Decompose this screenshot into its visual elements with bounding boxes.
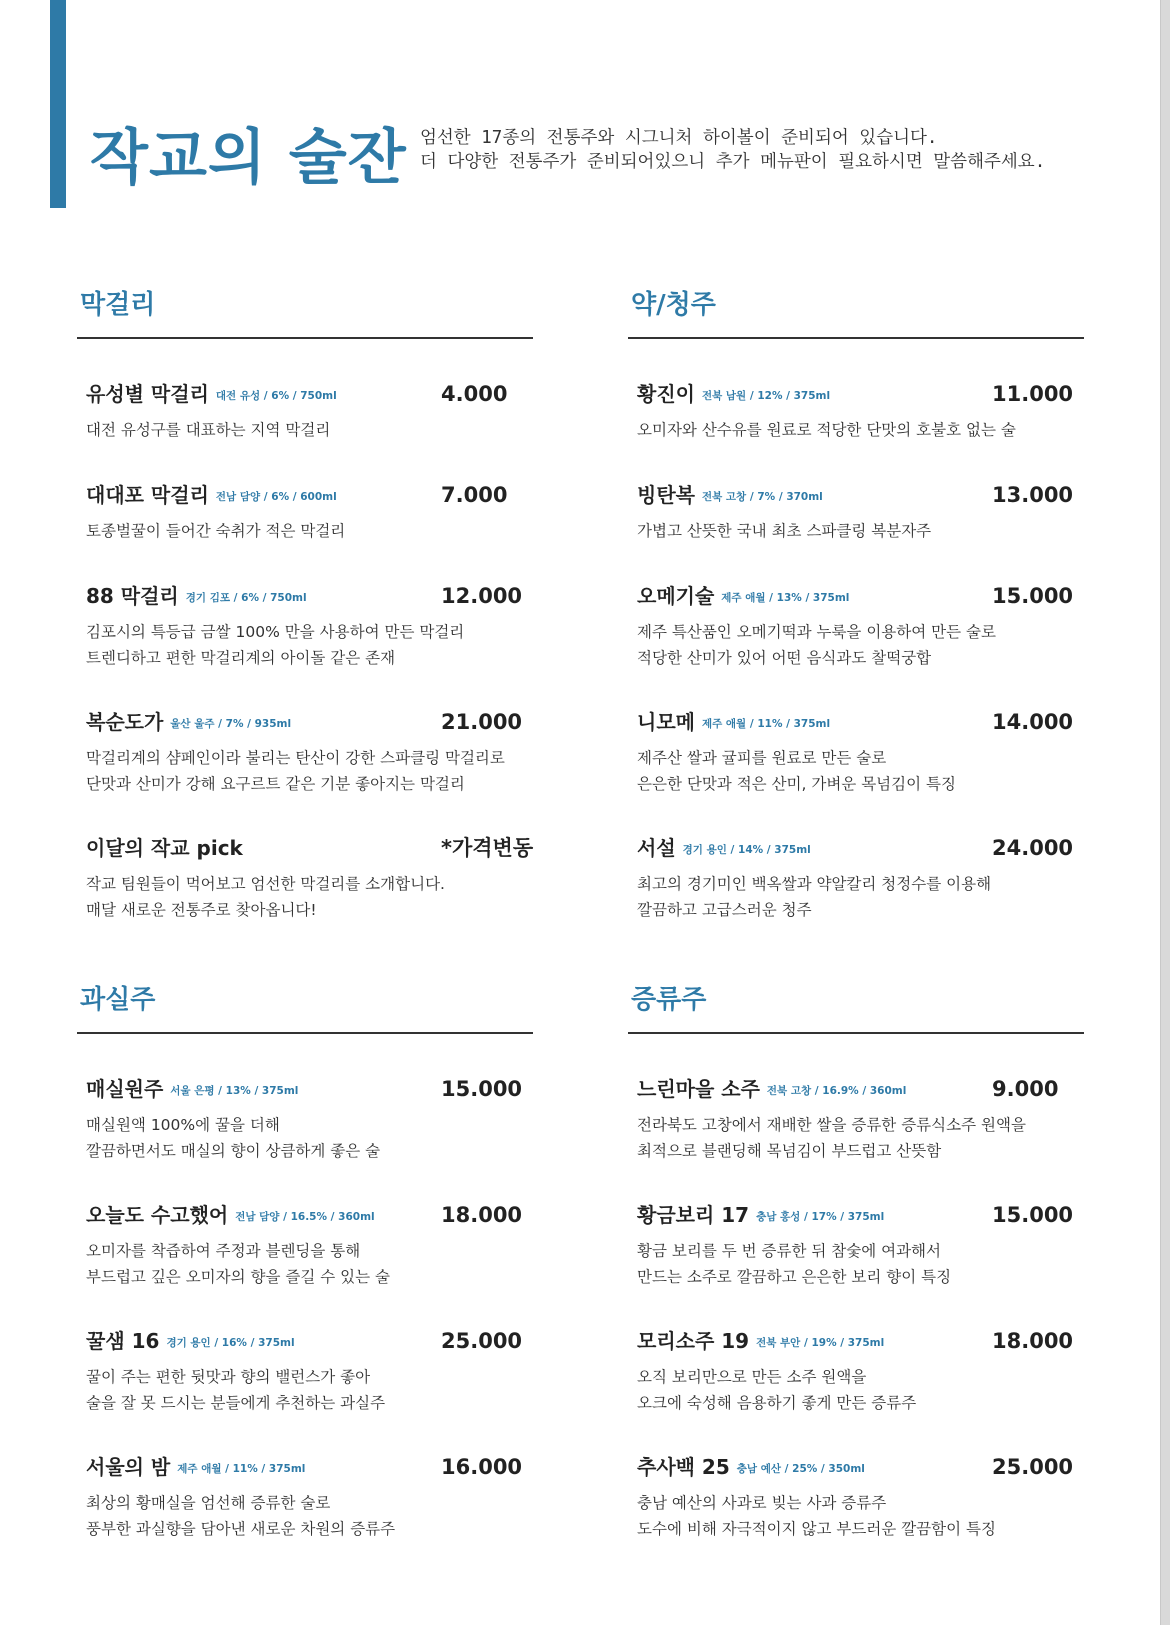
menu-item xyxy=(77,1200,533,1326)
desc-line: 대전 유성구를 대표하는 지역 막걸리 xyxy=(86,421,331,439)
item-description xyxy=(86,1490,533,1542)
item-price: 14.000 xyxy=(992,710,1074,734)
item-price: *가격변동 xyxy=(441,836,534,860)
item-description xyxy=(86,871,533,923)
desc-line: 제주산 쌀과 귤피를 원료로 만든 술로 xyxy=(637,749,887,767)
item-description xyxy=(86,1364,533,1416)
desc-line: 적당한 산미가 있어 어떤 음식과도 찰떡궁합 xyxy=(637,649,932,667)
item-name: 유성별 막걸리 xyxy=(86,382,209,406)
item-name: 서울의 밤 xyxy=(86,1455,171,1479)
item-name: 오메기술 xyxy=(637,584,715,608)
desc-line: 오미자를 착즙하여 주정과 블렌딩을 통해 xyxy=(86,1242,361,1260)
menu-item xyxy=(77,581,533,707)
menu-item xyxy=(77,1452,533,1578)
item-description xyxy=(637,417,1084,443)
desc-line: 충남 예산의 사과로 빚는 사과 증류주 xyxy=(637,1494,887,1512)
item-description xyxy=(637,745,1084,797)
desc-line: 작교 팀원들이 먹어보고 엄선한 막걸리를 소개합니다. xyxy=(86,875,445,893)
item-description xyxy=(86,1238,533,1290)
item-meta: 전남 담양 / 6% / 600ml xyxy=(215,491,337,503)
desc-line: 은은한 단맛과 적은 산미, 가벼운 목넘김이 특징 xyxy=(637,775,956,793)
intro-line: 엄선한 17종의 전통주와 시그니처 하이볼이 준비되어 있습니다. xyxy=(420,128,938,148)
item-price: 25.000 xyxy=(441,1329,523,1353)
desc-line: 꿀이 주는 편한 뒷맛과 향의 밸런스가 좋아 xyxy=(86,1368,371,1386)
item-meta: 경기 김포 / 6% / 750ml xyxy=(185,592,307,604)
menu-item xyxy=(628,1200,1084,1326)
desc-line: 오미자와 산수유를 원료로 적당한 단맛의 호불호 없는 술 xyxy=(637,421,1016,439)
section-jeungryuju xyxy=(628,981,1084,1578)
item-description xyxy=(637,1490,1084,1542)
desc-line: 풍부한 과실향을 담아낸 새로운 차원의 증류주 xyxy=(86,1520,396,1538)
item-meta: 서울 은평 / 13% / 375ml xyxy=(170,1085,299,1097)
item-price: 25.000 xyxy=(992,1455,1074,1479)
item-meta: 울산 울주 / 7% / 935ml xyxy=(170,718,292,730)
item-price: 9.000 xyxy=(992,1077,1059,1101)
item-price: 7.000 xyxy=(441,483,508,507)
section-yakju xyxy=(628,286,1084,959)
item-name: 황금보리 17 xyxy=(637,1203,750,1227)
section-title: 증류주 xyxy=(631,985,707,1015)
item-name: 황진이 xyxy=(637,382,695,406)
item-meta: 전북 고창 / 16.9% / 360ml xyxy=(766,1085,907,1097)
item-name: 대대포 막걸리 xyxy=(86,483,209,507)
desc-line: 깔끔하면서도 매실의 향이 상큼하게 좋은 술 xyxy=(86,1142,381,1160)
item-price: 13.000 xyxy=(992,483,1074,507)
accent-bar xyxy=(50,0,66,208)
page-title: 작교의 술잔 xyxy=(90,123,407,193)
item-meta: 전북 부안 / 19% / 375ml xyxy=(756,1337,885,1349)
item-description xyxy=(637,1364,1084,1416)
menu-item xyxy=(628,1326,1084,1452)
item-meta: 대전 유성 / 6% / 750ml xyxy=(215,390,337,402)
item-price: 15.000 xyxy=(992,584,1074,608)
item-description xyxy=(86,518,533,544)
item-meta: 충남 예산 / 25% / 350ml xyxy=(736,1463,865,1475)
item-name: 니모메 xyxy=(637,710,695,734)
item-description xyxy=(637,619,1084,671)
item-meta: 전남 담양 / 16.5% / 360ml xyxy=(235,1211,375,1223)
section-title: 막걸리 xyxy=(80,290,156,320)
item-meta: 전북 고창 / 7% / 370ml xyxy=(701,491,823,503)
menu-item xyxy=(77,379,533,480)
item-meta: 경기 용인 / 16% / 375ml xyxy=(166,1337,295,1349)
item-description xyxy=(637,518,1084,544)
menu-item xyxy=(77,833,533,959)
menu-item xyxy=(628,581,1084,707)
desc-line: 깔끔하고 고급스러운 청주 xyxy=(637,901,812,919)
item-name: 서설 xyxy=(637,836,676,860)
item-name: 오늘도 수고했어 xyxy=(86,1203,229,1227)
item-name: 88 막걸리 xyxy=(86,584,179,608)
item-meta: 전북 남원 / 12% / 375ml xyxy=(701,390,831,402)
section-divider xyxy=(77,1032,533,1034)
item-description xyxy=(86,417,533,443)
item-price: 18.000 xyxy=(441,1203,523,1227)
item-price: 16.000 xyxy=(441,1455,523,1479)
menu-item xyxy=(77,1326,533,1452)
section-makgeolli xyxy=(77,286,533,959)
desc-line: 부드럽고 깊은 오미자의 향을 즐길 수 있는 술 xyxy=(86,1268,391,1286)
item-description xyxy=(637,1238,1084,1290)
menu-item xyxy=(628,1452,1084,1578)
item-name: 모리소주 19 xyxy=(637,1329,750,1353)
menu-item xyxy=(77,480,533,581)
section-divider xyxy=(628,1032,1084,1034)
item-price: 15.000 xyxy=(441,1077,523,1101)
item-meta: 경기 용인 / 14% / 375ml xyxy=(682,844,811,856)
item-price: 24.000 xyxy=(992,836,1074,860)
item-name: 느린마을 소주 xyxy=(637,1077,760,1101)
desc-line: 최적으로 블랜딩해 목넘김이 부드럽고 산뜻함 xyxy=(637,1142,942,1160)
item-description xyxy=(86,619,533,671)
item-price: 11.000 xyxy=(992,382,1074,406)
item-meta: 충남 홍성 / 17% / 375ml xyxy=(756,1211,885,1223)
desc-line: 매실원액 100%에 꿀을 더해 xyxy=(86,1116,280,1134)
item-name: 이달의 작교 pick xyxy=(86,836,243,860)
menu-item xyxy=(628,833,1084,959)
item-meta: 제주 애월 / 13% / 375ml xyxy=(721,592,850,604)
item-meta: 제주 애월 / 11% / 375ml xyxy=(701,718,831,730)
item-name: 추사백 25 xyxy=(637,1455,730,1479)
desc-line: 단맛과 산미가 강해 요구르트 같은 기분 좋아지는 막걸리 xyxy=(86,775,465,793)
desc-line: 오크에 숙성해 음용하기 좋게 만든 증류주 xyxy=(637,1394,917,1412)
item-price: 18.000 xyxy=(992,1329,1074,1353)
section-divider xyxy=(628,337,1084,339)
section-gwasilju xyxy=(77,981,533,1578)
section-title: 약/청주 xyxy=(631,290,716,320)
desc-line: 김포시의 특등급 금쌀 100% 만을 사용하여 만든 막걸리 xyxy=(86,623,465,641)
intro-line: 더 다양한 전통주가 준비되어있으니 추가 메뉴판이 필요하시면 말씀해주세요. xyxy=(420,152,1046,172)
section-divider xyxy=(77,337,533,339)
desc-line: 술을 잘 못 드시는 분들에게 추천하는 과실주 xyxy=(86,1394,386,1412)
desc-line: 가볍고 산뜻한 국내 최초 스파클링 복분자주 xyxy=(637,522,932,540)
desc-line: 오직 보리만으로 만든 소주 원액을 xyxy=(637,1368,867,1386)
section-title: 과실주 xyxy=(80,985,156,1015)
desc-line: 도수에 비해 자극적이지 않고 부드러운 깔끔함이 특징 xyxy=(637,1520,996,1538)
desc-line: 제주 특산품인 오메기떡과 누룩을 이용하여 만든 술로 xyxy=(637,623,996,641)
menu-item xyxy=(77,1074,533,1200)
menu-item xyxy=(628,707,1084,833)
menu-item xyxy=(628,379,1084,480)
item-name: 매실원주 xyxy=(86,1077,164,1101)
desc-line: 최고의 경기미인 백옥쌀과 약알칼리 청정수를 이용해 xyxy=(637,875,992,893)
menu-item xyxy=(628,480,1084,581)
item-description xyxy=(86,745,533,797)
menu-item xyxy=(628,1074,1084,1200)
item-description xyxy=(637,871,1084,923)
menu-item xyxy=(77,707,533,833)
desc-line: 전라북도 고창에서 재배한 쌀을 증류한 증류식소주 원액을 xyxy=(637,1116,1026,1134)
desc-line: 트렌디하고 편한 막걸리계의 아이돌 같은 존재 xyxy=(86,649,396,667)
desc-line: 토종벌꿀이 들어간 숙취가 적은 막걸리 xyxy=(86,522,346,540)
item-name: 빙탄복 xyxy=(637,483,695,507)
item-description xyxy=(86,1112,533,1164)
item-price: 21.000 xyxy=(441,710,523,734)
item-name: 복순도가 xyxy=(86,710,164,734)
desc-line: 막걸리계의 샴페인이라 불리는 탄산이 강한 스파클링 막걸리로 xyxy=(86,749,505,767)
desc-line: 만드는 소주로 깔끔하고 은은한 보리 향이 특징 xyxy=(637,1268,952,1286)
intro-text xyxy=(420,126,1045,174)
item-description xyxy=(637,1112,1084,1164)
item-name: 꿀샘 16 xyxy=(86,1329,160,1353)
item-price: 4.000 xyxy=(441,382,508,406)
desc-line: 황금 보리를 두 번 증류한 뒤 참숯에 여과해서 xyxy=(637,1242,942,1260)
desc-line: 최상의 황매실을 엄선해 증류한 술로 xyxy=(86,1494,331,1512)
desc-line: 매달 새로운 전통주로 찾아옵니다! xyxy=(86,901,317,919)
item-price: 15.000 xyxy=(992,1203,1074,1227)
item-meta: 제주 애월 / 11% / 375ml xyxy=(177,1463,306,1475)
item-price: 12.000 xyxy=(441,584,523,608)
